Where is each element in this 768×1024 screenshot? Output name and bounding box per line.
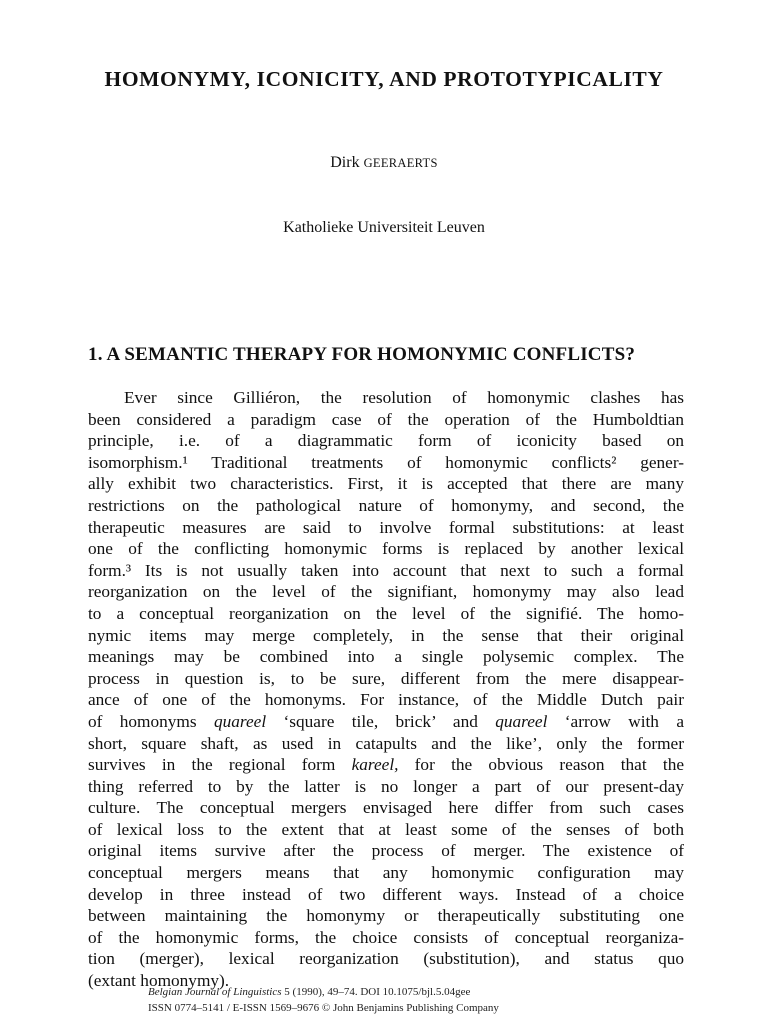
paragraph-line: original items survive after the process of merger. The existence of [88, 841, 684, 861]
author-last-name: GEERAERTS [363, 156, 438, 170]
paragraph-line: Ever since Gilliéron, the resolution of homonymic clashes has [124, 388, 684, 407]
paragraph-line: between maintaining the homonymy or therapeutically substituting one [88, 906, 684, 926]
paper-title: HOMONYMY, ICONICITY, AND PROTOTYPICALITY [104, 67, 664, 91]
paragraph-line: isomorphism.¹ Traditional treatments of homonymic conflicts² gener- [88, 452, 684, 472]
author-name [0, 154, 768, 172]
footer-citation-line [148, 984, 499, 1000]
section-heading: 1. A SEMANTIC THERAPY FOR HOMONYMIC CONFLICTS? [88, 344, 636, 365]
footer-issn-line: ISSN 0774–5141 / E-ISSN 1569–9676 © John Benjamins Publishing Company [148, 1002, 499, 1014]
paragraph-line: to a conceptual reorganization on the level of the signifié. The homo- [88, 603, 684, 623]
journal-name: Belgian Journal of Linguistics [148, 986, 282, 998]
paragraph-line: conceptual mergers means that any homonymic configuration may [88, 863, 684, 883]
body-paragraph [88, 387, 684, 992]
paragraph-line: form.³ Its is not usually taken into account that next to such a formal [88, 560, 684, 580]
paragraph-line: develop in three instead of two different ways. Instead of a choice [88, 884, 684, 904]
paragraph-line: survives in the regional form kareel, for the obvious reason that the [88, 755, 684, 775]
paragraph-line: of the homonymic forms, the choice consists of conceptual reorganiza- [88, 927, 684, 947]
author-first-name: Dirk [330, 154, 360, 171]
paragraph-line: thing referred to by the latter is no longer a part of our present-day [88, 776, 684, 796]
page-footer [148, 984, 499, 1016]
paragraph-line: short, square shaft, as used in catapults and the like’, only the former [88, 733, 684, 753]
paragraph-line: tion (merger), lexical reorganization (substitution), and status quo [88, 949, 684, 969]
paragraph-line: process in question is, to be sure, different from the mere disappear- [88, 668, 684, 688]
paragraph-line: one of the conflicting homonymic forms is replaced by another lexical [88, 539, 684, 559]
paragraph-line: restrictions on the pathological nature of homonymy, and second, the [88, 495, 684, 515]
paragraph-line: been considered a paradigm case of the operation of the Humboldtian [88, 409, 684, 429]
journal-citation: 5 (1990), 49–74. DOI 10.1075/bjl.5.04gee [281, 986, 471, 998]
paragraph-line: therapeutic measures are said to involve formal substitutions: at least [88, 517, 684, 537]
paragraph-line: culture. The conceptual mergers envisaged here differ from such cases [88, 798, 684, 818]
paragraph-line: (extant homonymy). [88, 971, 230, 991]
paragraph-line: reorganization on the level of the signifiant, homonymy may also lead [88, 582, 684, 602]
paragraph-line: ance of one of the homonyms. For instance, of the Middle Dutch pair [88, 690, 684, 710]
paragraph-line: of lexical loss to the extent that at least some of the senses of both [88, 819, 684, 839]
author-affiliation: Katholieke Universiteit Leuven [283, 219, 485, 236]
paragraph-line: meanings may be combined into a single polysemic complex. The [88, 647, 684, 667]
paragraph-line: of homonyms quareel ‘square tile, brick’ and quareel ‘arrow with a [88, 711, 684, 731]
paragraph-line: principle, i.e. of a diagrammatic form of iconicity based on [88, 431, 684, 451]
paragraph-line: ally exhibit two characteristics. First, it is accepted that there are many [88, 474, 684, 494]
paragraph-line: nymic items may merge completely, in the sense that their original [88, 625, 684, 645]
